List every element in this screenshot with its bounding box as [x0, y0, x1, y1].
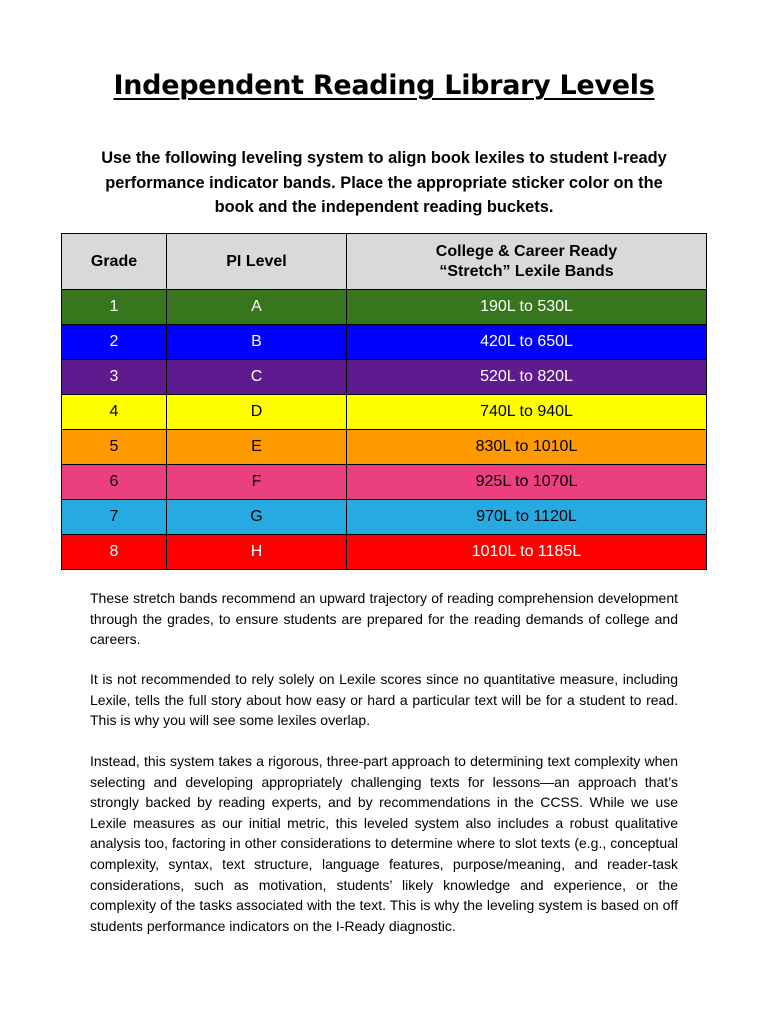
header-pi-level: PI Level: [167, 234, 347, 290]
table-row: [62, 500, 707, 535]
cell-lexile-band: 520L to 820L: [347, 360, 707, 395]
header-lexile-line1: College & Career Ready: [435, 242, 618, 260]
cell-lexile-band: 1010L to 1185L: [347, 535, 707, 570]
cell-pi-level: A: [167, 290, 347, 325]
cell-grade: 1: [62, 290, 167, 325]
cell-pi-level: B: [167, 325, 347, 360]
table-row: [62, 535, 707, 570]
cell-grade: 7: [62, 500, 167, 535]
cell-grade: 6: [62, 465, 167, 500]
cell-pi-level: E: [167, 430, 347, 465]
cell-pi-level: C: [167, 360, 347, 395]
cell-lexile-band: 925L to 1070L: [347, 465, 707, 500]
cell-grade: 8: [62, 535, 167, 570]
cell-pi-level: H: [167, 535, 347, 570]
header-grade: Grade: [62, 234, 167, 290]
cell-grade: 3: [62, 360, 167, 395]
cell-lexile-band: 830L to 1010L: [347, 430, 707, 465]
intro-instructions: Use the following leveling system to align book lexiles to student I-ready performance indicator bands. Place the appropriate sticker color on the book and the independent reading buckets.: [101, 149, 667, 216]
paragraph-stretch-bands: These stretch bands recommend an upward trajectory of reading comprehension development through the grades, to ensure students are prepared for the reading demands of college and careers.: [90, 590, 678, 648]
table-row: [62, 465, 707, 500]
table-row: [62, 325, 707, 360]
table-row: [62, 360, 707, 395]
table-row: [62, 290, 707, 325]
cell-pi-level: G: [167, 500, 347, 535]
table-body: [62, 290, 707, 570]
reading-levels-table: [61, 233, 707, 570]
header-lexile-line2: “Stretch” Lexile Bands: [439, 262, 614, 280]
cell-grade: 4: [62, 395, 167, 430]
paragraph-three-part-approach: Instead, this system takes a rigorous, three-part approach to determining text complexity when selecting and developing appropriately challenging texts for lessons—an approach that’s strongly backed by reading experts, and by recommendations in the CCSS. While we use Lexile measures as our initial metric, this leveled system also includes a robust qualitative analysis too, factoring in other considerations to determine where to slot texts (e.g., conceptual complexity, syntax, text structure, language features, purpose/meaning, and reader-task considerations, such as motivation, students’ likely knowledge and experience, or the complexity of the tasks associated with the text. This is why the leveling system is based on off students performance indicators on the I-Ready diagnostic.: [90, 753, 678, 934]
table-header-row: [62, 234, 707, 290]
cell-grade: 5: [62, 430, 167, 465]
cell-lexile-band: 190L to 530L: [347, 290, 707, 325]
paragraph-lexile-caution: It is not recommended to rely solely on Lexile scores since no quantitative measure, including Lexile, tells the full story about how easy or hard a particular text will be for a student to read. This is why you will see some lexiles overlap.: [90, 671, 678, 729]
cell-pi-level: F: [167, 465, 347, 500]
cell-pi-level: D: [167, 395, 347, 430]
table-row: [62, 430, 707, 465]
cell-lexile-band: 740L to 940L: [347, 395, 707, 430]
header-lexile-bands: [347, 234, 707, 290]
cell-lexile-band: 420L to 650L: [347, 325, 707, 360]
cell-grade: 2: [62, 325, 167, 360]
cell-lexile-band: 970L to 1120L: [347, 500, 707, 535]
page-title: Independent Reading Library Levels: [113, 70, 655, 101]
table-row: [62, 395, 707, 430]
